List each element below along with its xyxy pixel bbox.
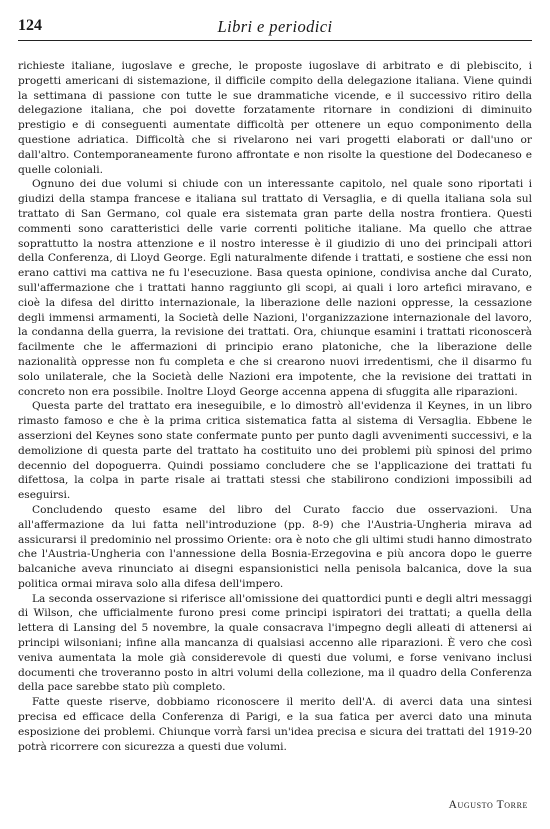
paragraph: La seconda osservazione si riferisce all'omissione dei quattordici punti e degli altri messaggi di Wilson, che ufficialmente furono presi come principi ispiratori dei trattati; a quella della lettera di Lansing del 5 novembre, la quale consacrava l'impegno degli alleati di attenersi ai principi wilsoniani; infine alla mancanza di qualsiasi accenno alle riparazioni. È vero che così veniva aumentata la mole già considerevole di questi due volumi, e forse venivano inclusi documenti che troveranno posto in altri volumi della collezione, ma il quadro della Conferenza della pace sarebbe stato più completo. (18, 592, 532, 694)
page-header (18, 14, 532, 42)
page-number: 124 (18, 17, 42, 34)
author-signature: Augusto Torre (448, 799, 528, 811)
running-title: Libri e periodici (217, 17, 333, 36)
header-rule (18, 40, 532, 41)
paragraph: Fatte queste riserve, dobbiamo riconoscere il merito dell'A. di averci data una sintesi precisa ed efficace della Conferenza di Parigi, e la sua fatica per averci dato una minuta esposizione dei problemi. Chiunque vorrà farsi un'idea precisa e sicura dei trattati del 1919-20 potrà ricorrere con sicurezza a questi due volumi. (18, 696, 532, 753)
paragraph: Concludendo questo esame del libro del Curato faccio due osservazioni. Una all'affermazione da lui fatta nell'introduzione (pp. 8-9) che l'Austria-Ungheria mirava ad assicurarsi il predominio nel prossimo Oriente: ora è noto che gli ultimi studi hanno dimostrato che l'Austria-Ungheria con l'annessione della Bosnia-Erzegovina e più ancora dopo le guerre balcaniche aveva rinunciato ai disegni espansionistici nella penisola balcanica, dove la sua politica ormai mirava solo alla difesa dell'impero. (18, 503, 532, 590)
paragraph-continuation: richieste italiane, iugoslave e greche, le proposte iugoslave di arbitrato e di plebiscito, i progetti americani di sistemazione, il difficile compito della delegazione italiana. Viene quindi la settimana di passione con tutte le sue drammatiche vicende, e il successivo ritiro della delegazione italiana, che poi dovette forzatamente ritornare in condizioni di diminuito prestigio e di conseguenti aumentate difficoltà per ottenere un equo componimento della questione adriatica. Difficoltà che si rivelarono nei vari progetti elaborati or dall'uno or dall'altro. Contemporaneamente furono affrontate e non risolte la questione del Dodecaneso e quelle coloniali. (18, 60, 532, 176)
paragraph: Questa parte del trattato era ineseguibile, e lo dimostrò all'evidenza il Keynes, in un libro rimasto famoso e che è la prima critica sistematica fatta al sistema di Versaglia. Ebbene le asserzioni del Keynes sono state confermate punto per punto dagli avvenimenti successivi, e la demolizione di questa parte del trattato ha costituito uno dei problemi più spinosi del primo decennio del dopoguerra. Quindi possiamo concludere che se l'applicazione dei trattati fu difettosa, la colpa in parte risale ai trattati stessi che stabilirono condizioni impossibili ad eseguirsi. (18, 400, 532, 502)
review-body (18, 59, 532, 754)
paragraph: Ognuno dei due volumi si chiude con un interessante capitolo, nel quale sono riportati i giudizi della stampa francese e italiana sul trattato di Versaglia, e di quella italiana sola sul trattato di San Germano, col quale era sistemata gran parte della nostra frontiera. Questi commenti sono caratteristici delle varie correnti politiche italiane. Ma quello che attrae soprattutto la nostra attenzione e il nostro interesse è il giudizio di uno dei principali attori della Conferenza, di Lloyd George. Egli naturalmente difende i trattati, e sostiene che essi non erano cattivi ma cattiva ne fu l'esecuzione. Basa questa opinione, condivisa anche dal Curato, sull'affermazione che i trattati hanno raggiunto gli scopi, ai quali i loro artefici miravano, e cioè la difesa del diritto internazionale, la liberazione delle nazioni oppresse, la cessazione degli immensi armamenti, la Società delle Nazioni, l'organizzazione internazionale del lavoro, la condanna della guerra, la revisione dei trattati. Ora, chiunque esamini i trattati riconoscerà facilmente che le affermazioni di principio erano platoniche, che la liberazione delle nazionalità oppresse non fu completa e che si crearono nuovi irredentismi, che il disarmo fu solo unilaterale, che la Società delle Nazioni era impotente, che la revisione dei trattati in concreto non era possibile. Inoltre Lloyd George accenna appena di sfuggita alle riparazioni. (18, 178, 532, 398)
